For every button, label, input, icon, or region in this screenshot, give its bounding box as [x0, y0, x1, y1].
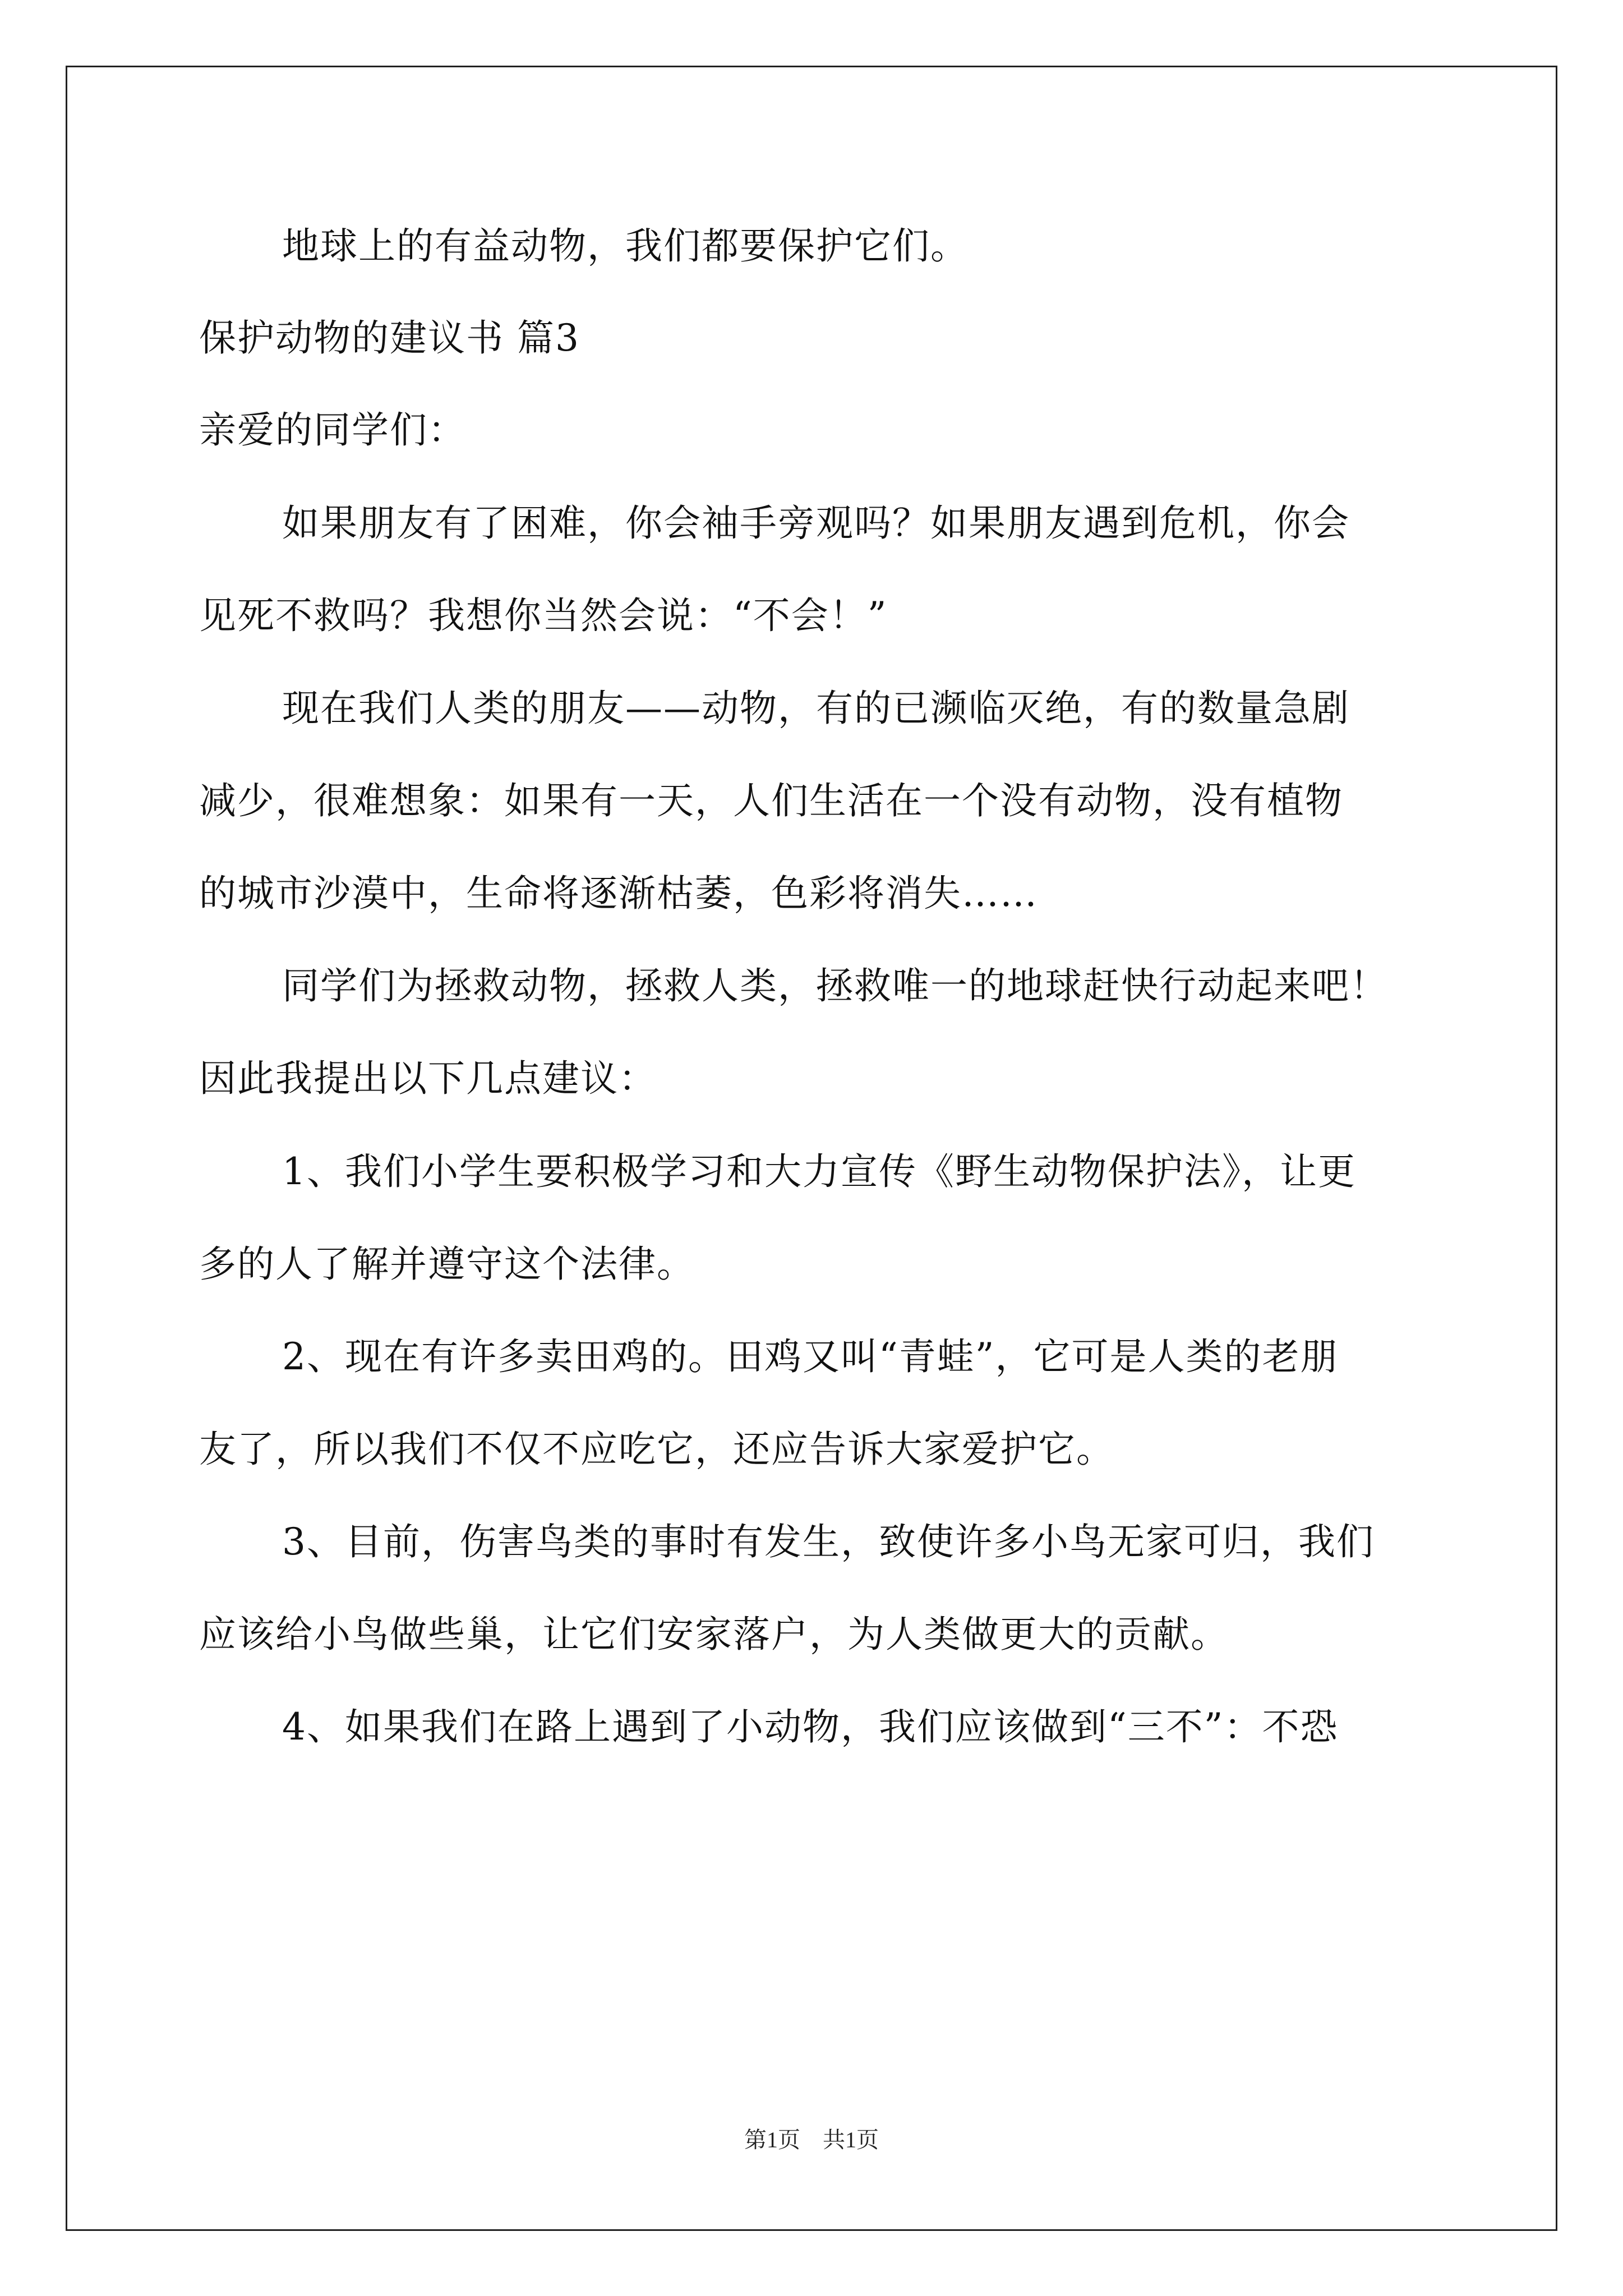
- list-item-line: 3、目前，伤害鸟类的事时有发生，致使许多小鸟无家可归，我们: [282, 1520, 1375, 1563]
- paragraph-line: 地球上的有益动物，我们都要保护它们。: [282, 224, 969, 268]
- paragraph-line: 现在我们人类的朋友——动物，有的已濒临灭绝，有的数量急剧: [282, 687, 1350, 730]
- section-heading: 保护动物的建议书 篇3: [199, 316, 580, 360]
- list-item-line: 多的人了解并遵守这个法律。: [199, 1243, 695, 1286]
- page-number-footer: 第1页 共1页: [744, 2127, 879, 2152]
- page-border: [66, 66, 1557, 2231]
- paragraph-line: 减少，很难想象：如果有一天，人们生活在一个没有动物，没有植物: [199, 779, 1343, 822]
- paragraph-line: 的城市沙漠中，生命将逐渐枯萎，色彩将消失……: [199, 872, 1038, 915]
- list-item-line: 2、现在有许多卖田鸡的。田鸡又叫“青蛙”，它可是人类的老朋: [282, 1335, 1339, 1378]
- list-item-line: 友了，所以我们不仅不应吃它，还应告诉大家爱护它。: [199, 1428, 1114, 1471]
- paragraph-line: 见死不救吗？我想你当然会说：“不会！”: [199, 594, 888, 637]
- list-item-line: 应该给小鸟做些巢，让它们安家落户，为人类做更大的贡献。: [199, 1613, 1229, 1656]
- paragraph-line: 因此我提出以下几点建议：: [199, 1057, 657, 1100]
- paragraph-line: 如果朋友有了困难，你会袖手旁观吗？如果朋友遇到危机，你会: [282, 501, 1350, 545]
- salutation: 亲爱的同学们：: [199, 408, 466, 452]
- paragraph-line: 同学们为拯救动物，拯救人类，拯救唯一的地球赶快行动起来吧！: [282, 964, 1388, 1007]
- list-item-line: 1、我们小学生要积极学习和大力宣传《野生动物保护法》，让更: [282, 1150, 1356, 1193]
- list-item-line: 4、如果我们在路上遇到了小动物，我们应该做到“三不”：不恐: [282, 1705, 1339, 1749]
